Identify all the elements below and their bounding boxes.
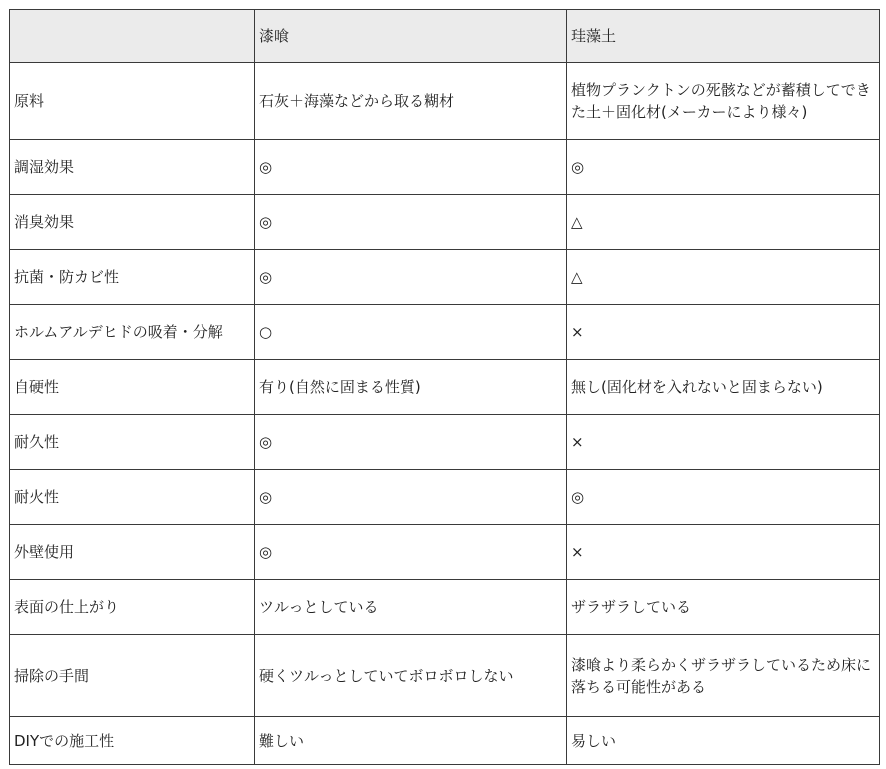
keisoudo-value: 漆喰より柔らかくザラザラしているため床に落ちる可能性がある: [567, 635, 880, 717]
row-label: 耐久性: [10, 415, 255, 470]
keisoudo-value: △: [567, 250, 880, 305]
keisoudo-value: 易しい: [567, 717, 880, 765]
header-cell-empty: [10, 10, 255, 63]
shikkui-value: ◎: [255, 470, 567, 525]
shikkui-value: 有り(自然に固まる性質): [255, 360, 567, 415]
keisoudo-value: ×: [567, 525, 880, 580]
table-row: [10, 717, 880, 765]
table-row: [10, 250, 880, 305]
table-row: [10, 195, 880, 250]
shikkui-value: 石灰＋海藻などから取る糊材: [255, 63, 567, 140]
keisoudo-value: △: [567, 195, 880, 250]
header-cell-shikkui: 漆喰: [255, 10, 567, 63]
table-row: [10, 360, 880, 415]
table-row: [10, 580, 880, 635]
row-label: DIYでの施工性: [10, 717, 255, 765]
shikkui-value: 硬くツルっとしていてボロボロしない: [255, 635, 567, 717]
keisoudo-value: 無し(固化材を入れないと固まらない): [567, 360, 880, 415]
row-label: ホルムアルデヒドの吸着・分解: [10, 305, 255, 360]
comparison-table: [9, 9, 880, 765]
row-label: 耐火性: [10, 470, 255, 525]
keisoudo-value: ◎: [567, 140, 880, 195]
table-row: [10, 305, 880, 360]
shikkui-value: ツルっとしている: [255, 580, 567, 635]
table-row: [10, 415, 880, 470]
table-row: [10, 470, 880, 525]
header-cell-keisoudo: 珪藻土: [567, 10, 880, 63]
row-label: 調湿効果: [10, 140, 255, 195]
table-row: [10, 63, 880, 140]
shikkui-value: ◎: [255, 195, 567, 250]
shikkui-value: ◎: [255, 250, 567, 305]
shikkui-value: ◎: [255, 140, 567, 195]
table-row: [10, 635, 880, 717]
shikkui-value: ◎: [255, 415, 567, 470]
row-label: 抗菌・防カビ性: [10, 250, 255, 305]
keisoudo-value: 植物プランクトンの死骸などが蓄積してできた土＋固化材(メーカーにより様々): [567, 63, 880, 140]
row-label: 外壁使用: [10, 525, 255, 580]
shikkui-value: ○: [255, 305, 567, 360]
table-row: [10, 140, 880, 195]
keisoudo-value: ×: [567, 305, 880, 360]
keisoudo-value: ◎: [567, 470, 880, 525]
row-label: 自硬性: [10, 360, 255, 415]
row-label: 消臭効果: [10, 195, 255, 250]
row-label: 掃除の手間: [10, 635, 255, 717]
table-header-row: [10, 10, 880, 63]
keisoudo-value: ×: [567, 415, 880, 470]
shikkui-value: ◎: [255, 525, 567, 580]
row-label: 原料: [10, 63, 255, 140]
row-label: 表面の仕上がり: [10, 580, 255, 635]
table-row: [10, 525, 880, 580]
keisoudo-value: ザラザラしている: [567, 580, 880, 635]
shikkui-value: 難しい: [255, 717, 567, 765]
